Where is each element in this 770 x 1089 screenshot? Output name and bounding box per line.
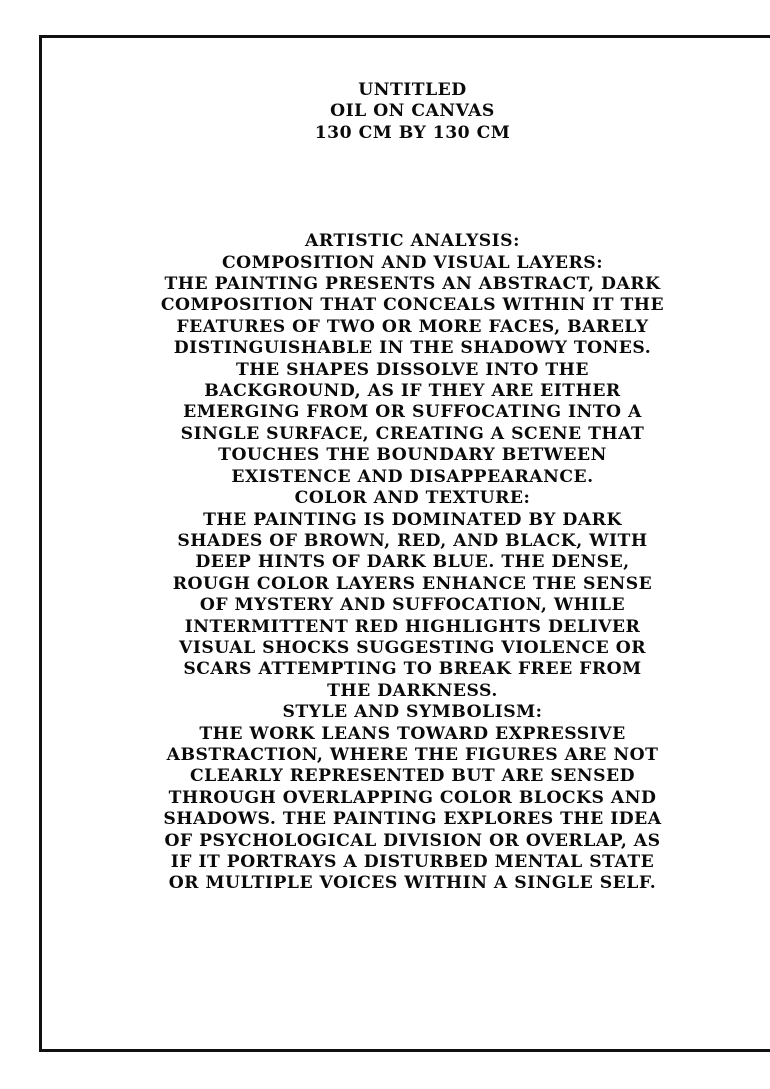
analysis-text (42, 231, 770, 895)
text-line: SCARS ATTEMPTING TO BREAK FREE FROM (183, 659, 642, 680)
text-line: EXISTENCE AND DISAPPEARANCE. (231, 466, 594, 487)
text-line: THE WORK LEANS TOWARD EXPRESSIVE (199, 723, 626, 744)
artwork-title: UNTITLED (358, 80, 467, 100)
text-line: ABSTRACTION, WHERE THE FIGURES ARE NOT (166, 744, 659, 765)
text-line: COMPOSITION THAT CONCEALS WITHIN IT THE (160, 295, 665, 316)
text-line: OF MYSTERY AND SUFFOCATION, WHILE (199, 595, 626, 616)
artwork-medium: OIL ON CANVAS (330, 101, 495, 122)
analysis-heading: ARTISTIC ANALYSIS: (305, 231, 520, 252)
text-line: FEATURES OF TWO OR MORE FACES, BARELY (176, 316, 649, 337)
text-line: THE SHAPES DISSOLVE INTO THE (236, 359, 589, 380)
artwork-header (42, 80, 770, 144)
document-frame (39, 35, 770, 1052)
text-line: OR MULTIPLE VOICES WITHIN A SINGLE SELF. (168, 873, 657, 894)
text-line: EMERGING FROM OR SUFFOCATING INTO A (183, 402, 642, 423)
section-heading-style: STYLE AND SYMBOLISM: (282, 702, 543, 723)
text-line: INTERMITTENT RED HIGHLIGHTS DELIVER (184, 616, 641, 637)
text-line: SINGLE SURFACE, CREATING A SCENE THAT (180, 423, 645, 444)
text-line: VISUAL SHOCKS SUGGESTING VIOLENCE OR (178, 637, 647, 658)
text-line: OF PSYCHOLOGICAL DIVISION OR OVERLAP, AS (164, 830, 661, 851)
text-line: ROUGH COLOR LAYERS ENHANCE THE SENSE (172, 573, 653, 594)
text-line: THROUGH OVERLAPPING COLOR BLOCKS AND (168, 787, 657, 808)
section-heading-color: COLOR AND TEXTURE: (294, 488, 531, 509)
text-line: SHADOWS. THE PAINTING EXPLORES THE IDEA (163, 809, 662, 830)
text-line: THE PAINTING PRESENTS AN ABSTRACT, DARK (164, 274, 661, 295)
document-content (42, 80, 770, 895)
text-line: THE DARKNESS. (327, 680, 498, 701)
artwork-dimensions: 130 CM BY 130 CM (314, 122, 511, 143)
text-line: THE PAINTING IS DOMINATED BY DARK (203, 509, 622, 530)
text-line: DISTINGUISHABLE IN THE SHADOWY TONES. (173, 338, 652, 359)
text-line: DEEP HINTS OF DARK BLUE. THE DENSE, (195, 552, 630, 573)
text-line: IF IT PORTRAYS A DISTURBED MENTAL STATE (170, 852, 655, 872)
text-line: CLEARLY REPRESENTED BUT ARE SENSED (189, 766, 636, 787)
text-line: SHADES OF BROWN, RED, AND BLACK, WITH (177, 530, 648, 551)
text-line: TOUCHES THE BOUNDARY BETWEEN (218, 445, 607, 466)
section-heading-composition: COMPOSITION AND VISUAL LAYERS: (221, 252, 604, 273)
text-line: BACKGROUND, AS IF THEY ARE EITHER (204, 381, 621, 402)
